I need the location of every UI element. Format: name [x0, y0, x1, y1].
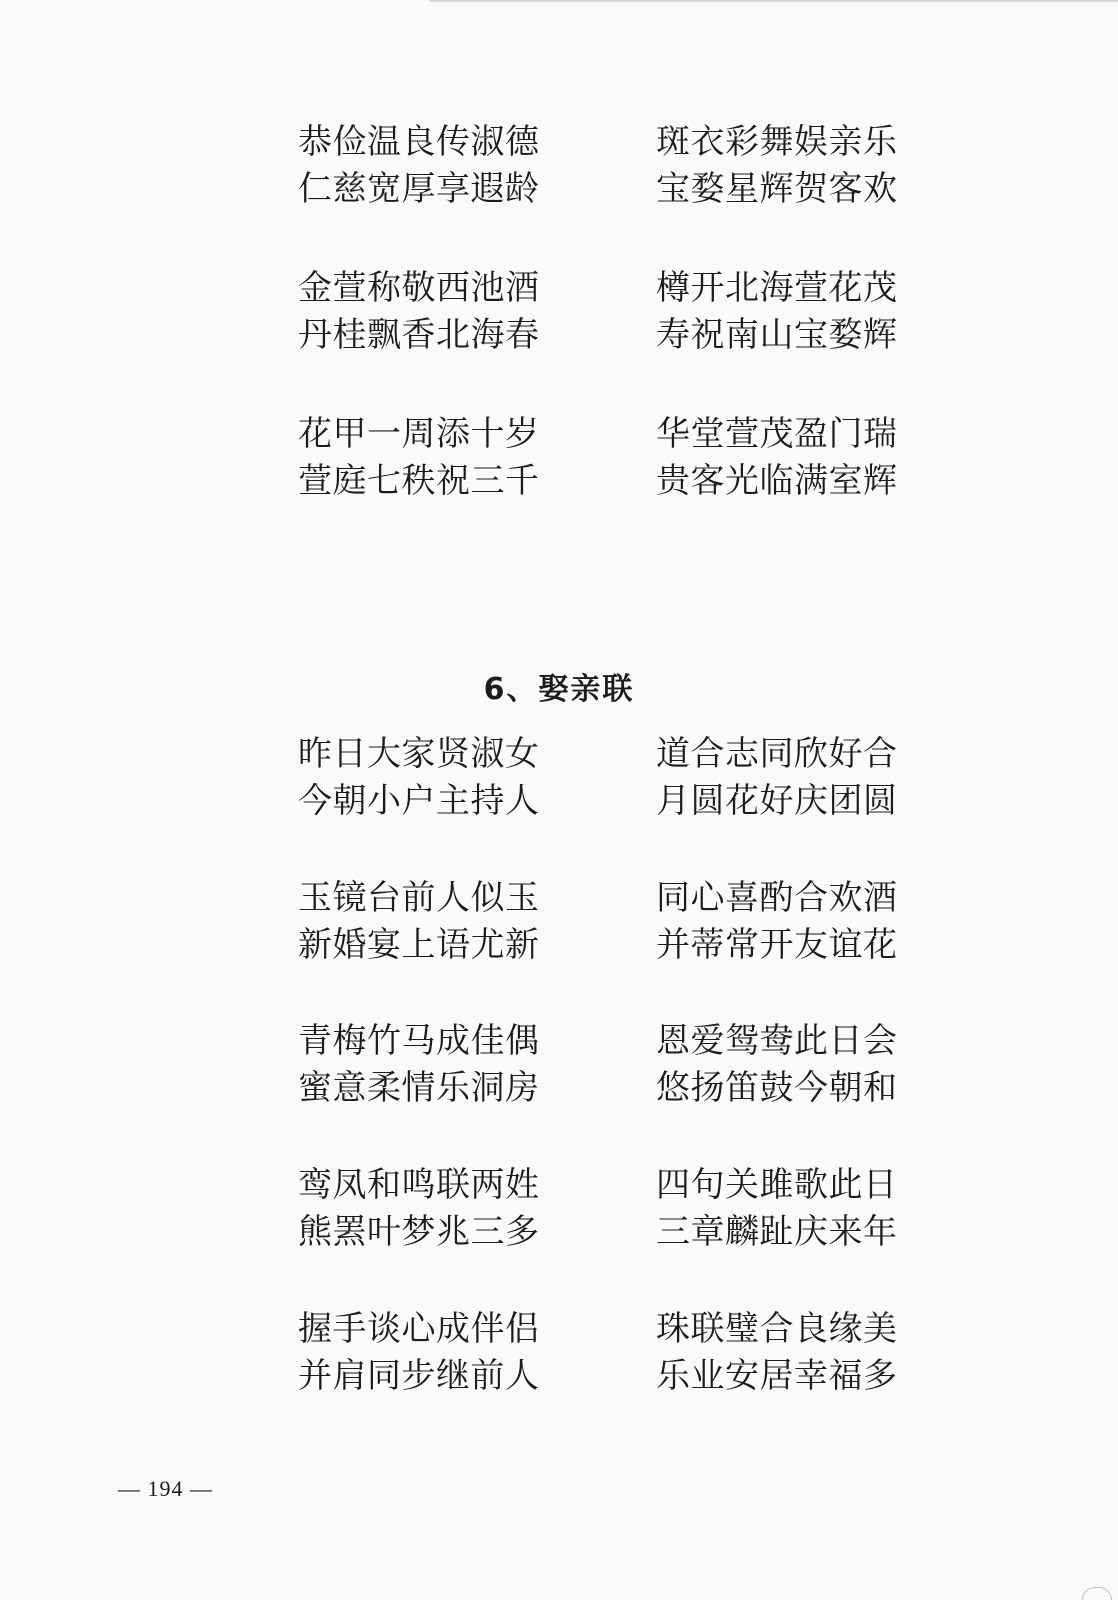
couplet-line: 樽开北海萱花茂 [656, 268, 898, 308]
couplet-line: 新婚宴上语尤新 [298, 925, 540, 965]
couplet-line: 蜜意柔情乐洞房 [298, 1068, 540, 1108]
couplet-line: 贵客光临满室辉 [656, 461, 898, 501]
couplet-line: 寿祝南山宝婺辉 [656, 315, 898, 355]
couplet-line: 并蒂常开友谊花 [656, 925, 898, 965]
couplet-line: 熊罴叶梦兆三多 [298, 1212, 540, 1252]
scan-edge-mark [1082, 1587, 1112, 1600]
top-edge-rule [430, 0, 1118, 3]
couplet-line: 恩爱鸳鸯此日会 [656, 1021, 898, 1061]
couplet-line: 青梅竹马成佳偶 [298, 1021, 540, 1061]
couplet-line: 花甲一周添十岁 [298, 414, 540, 454]
couplet-line: 并肩同步继前人 [298, 1356, 540, 1396]
couplet-line: 三章麟趾庆来年 [656, 1212, 898, 1252]
couplet-line: 月圆花好庆团圆 [656, 781, 898, 821]
couplet-line: 今朝小户主持人 [298, 781, 540, 821]
couplet-line: 乐业安居幸福多 [656, 1356, 898, 1396]
couplet-line: 同心喜酌合欢酒 [656, 878, 898, 918]
couplet-line: 悠扬笛鼓今朝和 [656, 1068, 898, 1108]
page-number: — 194 — [118, 1476, 213, 1501]
couplet-line: 宝婺星辉贺客欢 [656, 169, 898, 209]
couplet-line: 仁慈宽厚享遐龄 [298, 169, 540, 209]
section-heading: 6、娶亲联 [483, 672, 635, 707]
couplet-line: 四句关雎歌此日 [656, 1165, 898, 1205]
couplet-line: 鸾凤和鸣联两姓 [298, 1165, 540, 1205]
couplet-line: 丹桂飘香北海春 [298, 315, 540, 355]
couplet-line: 握手谈心成伴侣 [298, 1309, 540, 1349]
couplet-line: 恭俭温良传淑德 [298, 122, 540, 162]
couplet-line: 道合志同欣好合 [656, 734, 898, 774]
couplet-line: 萱庭七秩祝三千 [298, 461, 540, 501]
couplet-line: 华堂萱茂盈门瑞 [656, 414, 898, 454]
couplet-line: 玉镜台前人似玉 [298, 878, 540, 918]
couplet-line: 珠联璧合良缘美 [656, 1309, 898, 1349]
couplet-line: 昨日大家贤淑女 [298, 734, 540, 774]
couplet-line: 斑衣彩舞娱亲乐 [656, 122, 898, 162]
couplet-line: 金萱称敬西池酒 [298, 268, 540, 308]
